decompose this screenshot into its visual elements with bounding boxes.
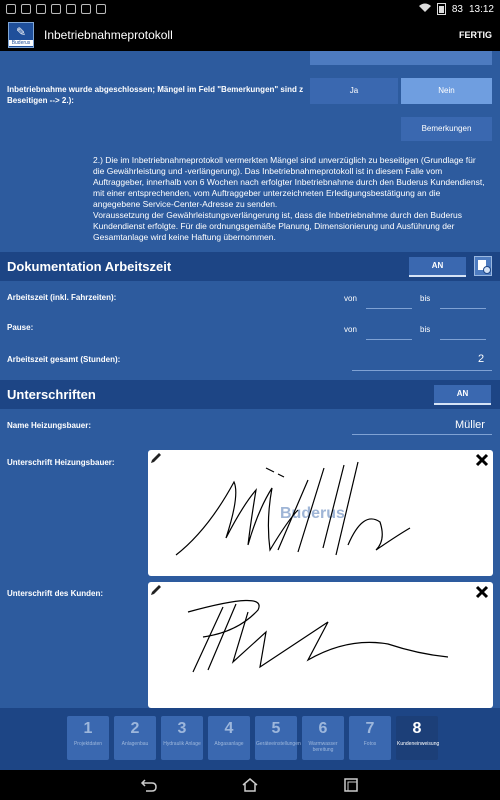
gallery-icon bbox=[36, 4, 46, 14]
wifi-icon bbox=[419, 3, 431, 16]
download-icon bbox=[51, 4, 61, 14]
signatures-header bbox=[0, 380, 500, 409]
yes-button[interactable]: Ja bbox=[310, 78, 398, 104]
pause-to-input[interactable] bbox=[440, 339, 486, 340]
worktime-to-label: bis bbox=[420, 294, 431, 303]
wizard-steps-bar bbox=[0, 708, 500, 770]
installer-signature-label: Unterschrift Heizungsbauer: bbox=[7, 458, 115, 467]
work-doc-header bbox=[0, 252, 500, 281]
step-2-button[interactable] bbox=[114, 716, 156, 760]
work-doc-title: Dokumentation Arbeitszeit bbox=[7, 259, 172, 274]
total-worktime-label: Arbeitszeit gesamt (Stunden): bbox=[7, 355, 121, 364]
logo-text: Buderus bbox=[9, 40, 33, 46]
app-logo[interactable] bbox=[8, 22, 34, 48]
signature-watermark: Buderus bbox=[280, 505, 345, 522]
status-bar bbox=[0, 0, 500, 18]
installer-signature-drawing bbox=[148, 450, 493, 576]
step-number: 6 bbox=[318, 720, 328, 737]
worktime-from-input[interactable] bbox=[366, 308, 412, 309]
pause-to-label: bis bbox=[420, 325, 431, 334]
installer-name-label: Name Heizungsbauer: bbox=[7, 421, 92, 430]
signatures-toggle[interactable]: AN bbox=[434, 385, 491, 405]
step-label: Hydraulik Anlage bbox=[163, 741, 201, 747]
installer-name-value[interactable]: Müller bbox=[455, 419, 485, 431]
battery-level: 83 bbox=[451, 3, 463, 15]
defects-text: 2.) Die im Inbetriebnahmeprotokoll vermerkten Mängel sind unverzüglich zu beseitigen (Grundlage für die Gewährleistung und -verlängerung). Das Inbetriebnahmeprotokoll ist in diesem Falle vom Auftraggeber, innerhalb von 6 Wochen nach erfolgter Inbetriebnahme durch den Buderus Kundendienst, mit einer entsprechenden, vom Auftraggeber unterzeichneten Erledigungsbestätigung an die angegebene Service-Center-Adresse zu senden. bbox=[93, 155, 485, 209]
acceptance-question: Inbetriebnahme wurde abgeschlossen; Mängel im Feld "Bemerkungen" sind z Beseitigen --> 2.): bbox=[7, 85, 304, 105]
step-number: 1 bbox=[83, 720, 93, 737]
android-icon bbox=[96, 4, 106, 14]
remarks-button[interactable]: Bemerkungen bbox=[401, 117, 492, 141]
recent-apps-icon[interactable] bbox=[342, 777, 360, 793]
navigation-bar bbox=[0, 770, 500, 800]
customer-signature-label: Unterschrift des Kunden: bbox=[7, 589, 104, 598]
image-icon bbox=[21, 4, 31, 14]
step-label: Kundeneinweisung bbox=[397, 741, 440, 747]
step-label: Abgasanlage bbox=[214, 741, 244, 747]
home-icon[interactable] bbox=[241, 777, 259, 793]
step-label: Projektdaten bbox=[73, 741, 103, 747]
pen-icon: ✎ bbox=[16, 24, 27, 39]
image-icon bbox=[6, 4, 16, 14]
step-label: Fotos bbox=[363, 741, 377, 747]
no-button[interactable]: Nein bbox=[401, 78, 492, 104]
done-button[interactable]: FERTIG bbox=[459, 29, 492, 40]
worktime-label: Arbeitszeit (inkl. Fahrzeiten): bbox=[7, 293, 117, 302]
step-label: Warmwasser bereitung bbox=[308, 741, 338, 753]
signatures-title: Unterschriften bbox=[7, 387, 96, 402]
action-bar bbox=[0, 18, 500, 51]
worktime-to-input[interactable] bbox=[440, 308, 486, 309]
app-icon bbox=[81, 4, 91, 14]
installer-name-input[interactable] bbox=[352, 434, 492, 435]
step-5-button[interactable] bbox=[255, 716, 301, 760]
page-title: Inbetriebnahmeprotokoll bbox=[44, 27, 173, 42]
step-label: Anlagenbau bbox=[121, 741, 149, 747]
step-number: 2 bbox=[130, 720, 140, 737]
work-doc-toggle[interactable]: AN bbox=[409, 257, 466, 277]
previous-field-stub bbox=[310, 51, 492, 65]
pause-from-label: von bbox=[344, 325, 357, 334]
step-3-button[interactable] bbox=[161, 716, 203, 760]
step-7-button[interactable] bbox=[349, 716, 391, 760]
pause-from-input[interactable] bbox=[366, 339, 412, 340]
back-icon[interactable] bbox=[140, 777, 158, 793]
worktime-from-label: von bbox=[344, 294, 357, 303]
step-4-button[interactable] bbox=[208, 716, 250, 760]
defects-paragraph bbox=[93, 155, 488, 243]
warranty-text: Voraussetzung der Gewährleistungsverlängerung ist, dass die Inbetriebnahme durch den Buderus Kundendienst erfolgte. Für die ordnungsgemäße Planung, Dimensionierung und Ausführung der Gesamtanlage wird keine Haftung übernommen. bbox=[93, 210, 463, 242]
step-6-button[interactable] bbox=[302, 716, 344, 760]
total-worktime-input[interactable] bbox=[352, 370, 492, 371]
step-number: 7 bbox=[365, 720, 375, 737]
download-icon bbox=[66, 4, 76, 14]
step-number: 3 bbox=[177, 720, 187, 737]
document-icon[interactable] bbox=[474, 256, 492, 276]
step-8-button[interactable] bbox=[396, 716, 438, 760]
customer-signature-pad[interactable] bbox=[148, 582, 493, 708]
step-number: 8 bbox=[412, 720, 422, 737]
step-label: Geräteeinstellungen bbox=[256, 741, 301, 747]
step-number: 4 bbox=[224, 720, 234, 737]
installer-signature-pad[interactable] bbox=[148, 450, 493, 576]
battery-icon bbox=[437, 3, 446, 15]
pause-label: Pause: bbox=[7, 323, 34, 332]
step-number: 5 bbox=[271, 720, 281, 737]
clock: 13:12 bbox=[468, 3, 494, 15]
total-worktime-value[interactable]: 2 bbox=[478, 353, 485, 365]
customer-signature-drawing bbox=[148, 582, 493, 708]
step-1-button[interactable] bbox=[67, 716, 109, 760]
form-content[interactable] bbox=[0, 51, 500, 708]
